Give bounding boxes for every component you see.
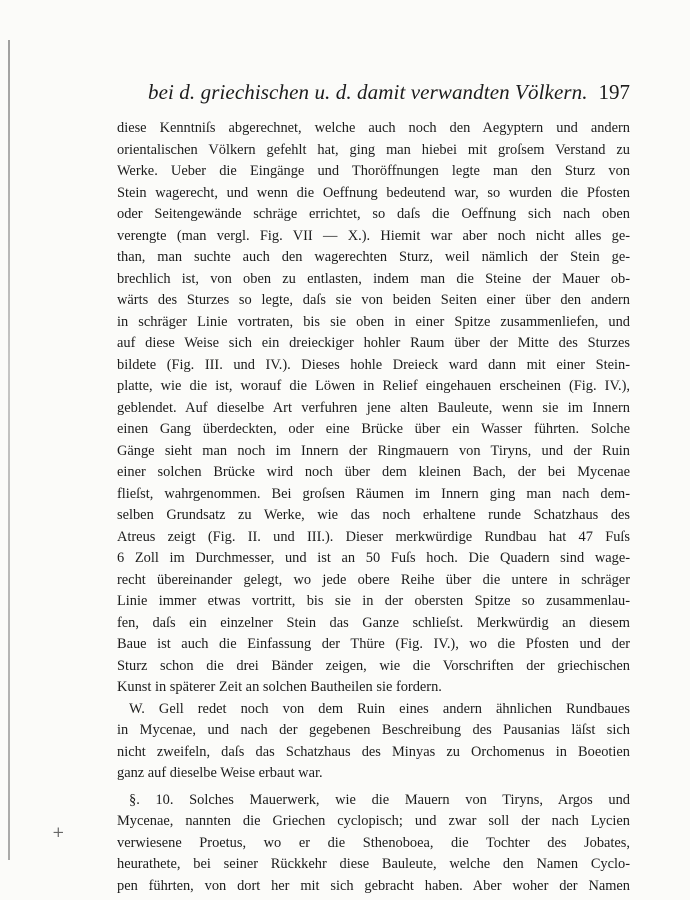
text-line: auf diese Weise sich ein dreieckiger hohler Raum über der Mitte des Sturzes <box>117 335 630 351</box>
text-line: than, man suchte auch den wagerechten Sturz, weil nämlich der Stein ge- <box>117 249 630 265</box>
text-line: heurathete, bei seiner Rückkehr diese Bauleute, welche den Namen Cyclo- <box>117 856 630 872</box>
text-line: diese Kenntniſs abgerechnet, welche auch noch den Aegyptern und andern <box>117 120 630 136</box>
page-header <box>148 80 630 110</box>
text-line: einen Gang überdeckten, oder eine Brücke über ein Wasser führten. Solche <box>117 421 630 437</box>
text-line: Stein wagerecht, und wenn die Oeffnung bedeutend war, so wurden die Pfosten <box>117 184 630 201</box>
text-line: 6 Zoll im Durchmesser, und ist an 50 Fuſs hoch. Die Quadern sind wage- <box>117 550 630 566</box>
text-line: fen, daſs ein einzelner Stein das Ganze schlieſst. Merkwürdig an diesem <box>117 614 630 631</box>
text-line: pen führten, von dort her mit sich gebracht haben. Aber woher der Namen <box>117 877 630 894</box>
text-line: Sturz schon die drei Bänder zeigen, wie die Vorschriften der griechischen <box>117 657 630 674</box>
text-line: geblendet. Auf dieselbe Art verfuhren jene alten Bauleute, wenn sie im Innern <box>117 399 630 416</box>
text-line: selben Grundsatz zu Werke, wie das noch erhaltene runde Schatzhaus des <box>117 507 630 523</box>
text-line: brechlich ist, von oben zu entlasten, indem man die Steine der Mauer ob- <box>117 270 630 287</box>
text-line: wärts des Sturzes so legte, daſs sie von beiden Seiten einer über den andern <box>117 292 630 308</box>
text-line: oder Seitengewände schräge errichtet, so daſs die Oeffnung sich nach oben <box>117 206 630 222</box>
text-line: flieſst, wahrgenommen. Bei groſsen Räumen im Innern ging man nach dem- <box>117 485 630 502</box>
page-number: 197 <box>598 80 630 104</box>
text-line: nicht zweifeln, daſs das Schatzhaus des Minyas zu Orchomenus in Boeotien <box>117 743 630 760</box>
text-line: in Mycenae, und nach der gegebenen Beschreibung des Pausanias läſst sich <box>117 722 630 738</box>
margin-mark: + <box>52 823 65 841</box>
text-line: Linie immer etwas vortritt, bis sie in der obersten Spitze so zusammenlau- <box>117 593 630 609</box>
running-head: bei d. griechischen u. d. damit verwandten Völkern. <box>148 80 588 104</box>
binding-edge <box>8 40 10 860</box>
text-line: platte, wie die ist, worauf die Löwen in Relief eingehauen erscheinen (Fig. IV.), <box>117 378 630 394</box>
text-line: recht übereinander gelegt, wo jede obere Reihe über die untere in schräger <box>117 571 630 588</box>
body-text <box>117 118 630 897</box>
text-line: Gänge sieht man noch im Innern der Ringmauern von Tiryns, und der Ruin <box>117 442 630 459</box>
text-line: ganz auf dieselbe Weise erbaut war. <box>117 765 323 781</box>
text-line: W. Gell redet noch von dem Ruin eines andern ähnlichen Rundbaues <box>129 700 630 717</box>
text-line: verwiesene Proetus, wo er die Sthenoboea, die Tochter des Jobates, <box>117 834 630 851</box>
text-line: Atreus zeigt (Fig. II. und III.). Dieser merkwürdige Rundbau hat 47 Fuſs <box>117 528 630 545</box>
text-line: Mycenae, nannten die Griechen cyclopisch; und zwar soll der nach Lycien <box>117 813 630 829</box>
text-line: Baue ist auch die Einfassung der Thüre (Fig. IV.), wo die Pfosten und der <box>117 636 630 652</box>
text-line: einer solchen Brücke wird noch über dem kleinen Bach, der bei Mycenae <box>117 464 630 480</box>
text-line: Werke. Ueber die Eingänge und Thoröffnungen legte man den Sturz von <box>117 163 630 179</box>
text-line: bildete (Fig. III. und IV.). Dieses hohle Dreieck ward dann mit einer Stein- <box>117 356 630 373</box>
text-line: verengte (man vergl. Fig. VII — X.). Hiemit war aber noch nicht alles ge- <box>117 227 630 244</box>
text-line: Kunst in späterer Zeit an solchen Bautheilen sie fordern. <box>117 679 442 695</box>
text-line: orientalischen Völkern gefehlt hat, ging man hiebei mit groſsem Verstand zu <box>117 141 630 158</box>
text-line: §. 10. Solches Mauerwerk, wie die Mauern von Tiryns, Argos und <box>129 791 630 808</box>
text-line: in schräger Linie vortraten, bis sie oben in einer Spitze zusammenliefen, und <box>117 313 630 330</box>
